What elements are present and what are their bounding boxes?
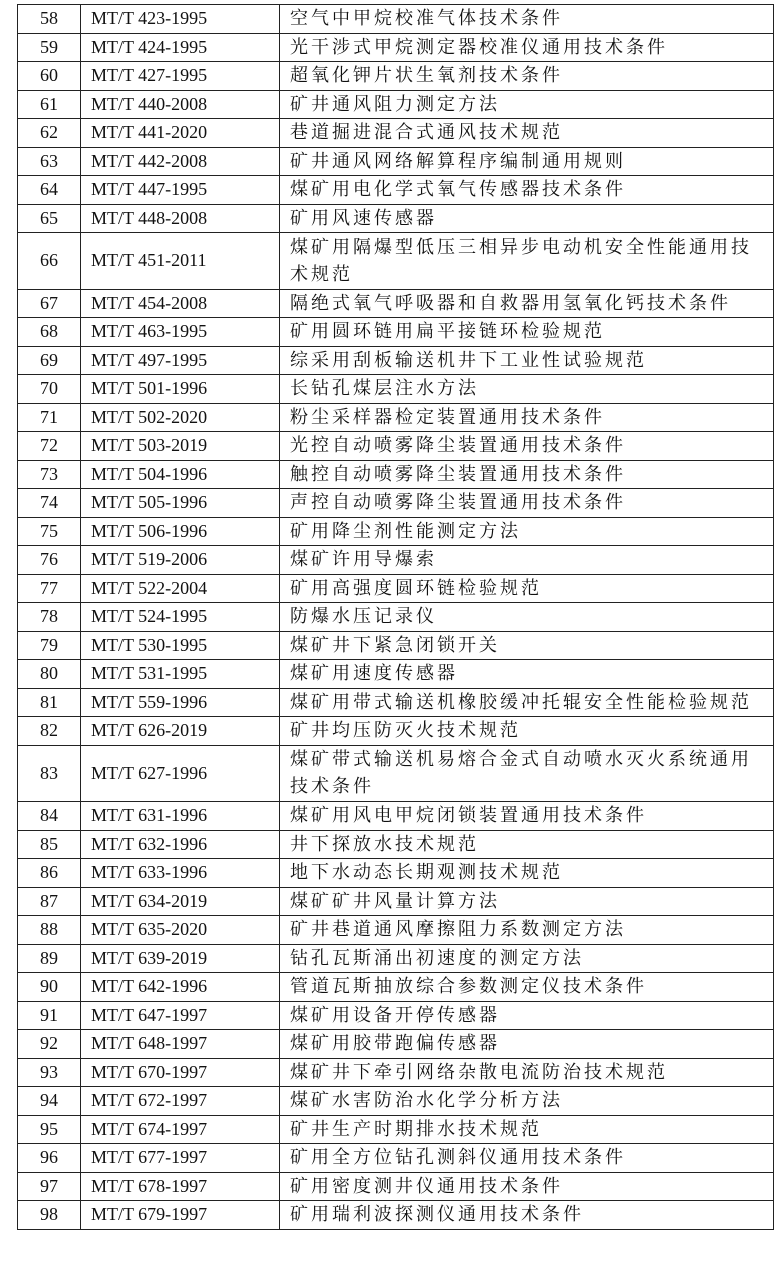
standard-code: MT/T 531-1995: [81, 660, 280, 689]
standard-code: MT/T 454-2008: [81, 289, 280, 318]
standard-name: 矿用圆环链用扁平接链环检验规范: [280, 318, 774, 347]
table-row: [18, 233, 774, 290]
table-row: [18, 90, 774, 119]
row-number: 87: [18, 887, 81, 916]
row-number: 66: [18, 233, 81, 290]
standard-name: 综采用刮板输送机井下工业性试验规范: [280, 346, 774, 375]
row-number: 97: [18, 1172, 81, 1201]
standard-name: 矿井生产时期排水技术规范: [280, 1115, 774, 1144]
row-number: 69: [18, 346, 81, 375]
row-number: 81: [18, 688, 81, 717]
row-number: 67: [18, 289, 81, 318]
standard-name: 煤矿矿井风量计算方法: [280, 887, 774, 916]
standard-code: MT/T 506-1996: [81, 517, 280, 546]
table-row: [18, 5, 774, 34]
standard-name: 煤矿水害防治水化学分析方法: [280, 1087, 774, 1116]
standard-name: 煤矿用设备开停传感器: [280, 1001, 774, 1030]
table-row: [18, 346, 774, 375]
row-number: 78: [18, 603, 81, 632]
standard-code: MT/T 497-1995: [81, 346, 280, 375]
table-row: [18, 489, 774, 518]
standard-code: MT/T 440-2008: [81, 90, 280, 119]
standard-code: MT/T 678-1997: [81, 1172, 280, 1201]
row-number: 70: [18, 375, 81, 404]
row-number: 92: [18, 1030, 81, 1059]
table-row: [18, 1172, 774, 1201]
standard-code: MT/T 451-2011: [81, 233, 280, 290]
table-row: [18, 830, 774, 859]
row-number: 75: [18, 517, 81, 546]
row-number: 94: [18, 1087, 81, 1116]
standard-code: MT/T 631-1996: [81, 802, 280, 831]
standard-name: 防爆水压记录仪: [280, 603, 774, 632]
table-row: [18, 62, 774, 91]
standard-code: MT/T 635-2020: [81, 916, 280, 945]
table-row: [18, 660, 774, 689]
row-number: 82: [18, 717, 81, 746]
standard-name: 煤矿带式输送机易熔合金式自动喷水灭火系统通用技术条件: [280, 745, 774, 802]
standard-name: 煤矿用胶带跑偏传感器: [280, 1030, 774, 1059]
table-row: [18, 688, 774, 717]
standard-name: 矿用全方位钻孔测斜仪通用技术条件: [280, 1144, 774, 1173]
table-row: [18, 460, 774, 489]
standard-code: MT/T 503-2019: [81, 432, 280, 461]
standard-name: 粉尘采样器检定装置通用技术条件: [280, 403, 774, 432]
standard-name: 井下探放水技术规范: [280, 830, 774, 859]
standard-code: MT/T 519-2006: [81, 546, 280, 575]
table-row: [18, 1144, 774, 1173]
standard-code: MT/T 559-1996: [81, 688, 280, 717]
row-number: 62: [18, 119, 81, 148]
standard-name: 触控自动喷雾降尘装置通用技术条件: [280, 460, 774, 489]
standard-code: MT/T 502-2020: [81, 403, 280, 432]
table-row: [18, 1058, 774, 1087]
table-row: [18, 631, 774, 660]
table-row: [18, 33, 774, 62]
standard-name: 煤矿井下紧急闭锁开关: [280, 631, 774, 660]
row-number: 83: [18, 745, 81, 802]
table-row: [18, 375, 774, 404]
row-number: 64: [18, 176, 81, 205]
standard-code: MT/T 672-1997: [81, 1087, 280, 1116]
standard-name: 管道瓦斯抽放综合参数测定仪技术条件: [280, 973, 774, 1002]
table-row: [18, 176, 774, 205]
table-row: [18, 887, 774, 916]
row-number: 65: [18, 204, 81, 233]
table-row: [18, 802, 774, 831]
standard-code: MT/T 423-1995: [81, 5, 280, 34]
standard-code: MT/T 530-1995: [81, 631, 280, 660]
row-number: 63: [18, 147, 81, 176]
table-row: [18, 973, 774, 1002]
standard-name: 矿用风速传感器: [280, 204, 774, 233]
row-number: 89: [18, 944, 81, 973]
standard-code: MT/T 670-1997: [81, 1058, 280, 1087]
standard-name: 矿用降尘剂性能测定方法: [280, 517, 774, 546]
row-number: 72: [18, 432, 81, 461]
row-number: 79: [18, 631, 81, 660]
table-row: [18, 574, 774, 603]
standard-code: MT/T 677-1997: [81, 1144, 280, 1173]
standard-name: 矿井通风阻力测定方法: [280, 90, 774, 119]
standards-table-body: [18, 5, 774, 1230]
standard-code: MT/T 642-1996: [81, 973, 280, 1002]
standard-name: 超氧化钾片状生氧剂技术条件: [280, 62, 774, 91]
table-row: [18, 204, 774, 233]
standard-code: MT/T 627-1996: [81, 745, 280, 802]
standard-code: MT/T 448-2008: [81, 204, 280, 233]
standard-name: 钻孔瓦斯涌出初速度的测定方法: [280, 944, 774, 973]
standard-code: MT/T 633-1996: [81, 859, 280, 888]
standard-code: MT/T 648-1997: [81, 1030, 280, 1059]
standard-code: MT/T 674-1997: [81, 1115, 280, 1144]
row-number: 74: [18, 489, 81, 518]
standard-name: 煤矿用带式输送机橡胶缓冲托辊安全性能检验规范: [280, 688, 774, 717]
row-number: 93: [18, 1058, 81, 1087]
standard-name: 矿井均压防灭火技术规范: [280, 717, 774, 746]
table-row: [18, 1087, 774, 1116]
standard-code: MT/T 442-2008: [81, 147, 280, 176]
standard-code: MT/T 424-1995: [81, 33, 280, 62]
table-row: [18, 546, 774, 575]
table-row: [18, 289, 774, 318]
row-number: 58: [18, 5, 81, 34]
standard-name: 煤矿用速度传感器: [280, 660, 774, 689]
standard-code: MT/T 441-2020: [81, 119, 280, 148]
standard-name: 煤矿用电化学式氧气传感器技术条件: [280, 176, 774, 205]
row-number: 90: [18, 973, 81, 1002]
standard-code: MT/T 634-2019: [81, 887, 280, 916]
standard-name: 矿用高强度圆环链检验规范: [280, 574, 774, 603]
row-number: 71: [18, 403, 81, 432]
row-number: 98: [18, 1201, 81, 1230]
table-row: [18, 859, 774, 888]
table-row: [18, 944, 774, 973]
standard-name: 巷道掘进混合式通风技术规范: [280, 119, 774, 148]
row-number: 91: [18, 1001, 81, 1030]
standard-name: 矿井巷道通风摩擦阻力系数测定方法: [280, 916, 774, 945]
row-number: 73: [18, 460, 81, 489]
standard-name: 矿用瑞利波探测仪通用技术条件: [280, 1201, 774, 1230]
standard-code: MT/T 504-1996: [81, 460, 280, 489]
standard-code: MT/T 632-1996: [81, 830, 280, 859]
standard-code: MT/T 427-1995: [81, 62, 280, 91]
row-number: 77: [18, 574, 81, 603]
row-number: 59: [18, 33, 81, 62]
table-row: [18, 147, 774, 176]
table-row: [18, 318, 774, 347]
standard-name: 煤矿许用导爆索: [280, 546, 774, 575]
table-row: [18, 119, 774, 148]
standard-code: MT/T 647-1997: [81, 1001, 280, 1030]
standard-name: 矿井通风网络解算程序编制通用规则: [280, 147, 774, 176]
standard-name: 煤矿用隔爆型低压三相异步电动机安全性能通用技术规范: [280, 233, 774, 290]
standard-name: 光控自动喷雾降尘装置通用技术条件: [280, 432, 774, 461]
table-row: [18, 717, 774, 746]
row-number: 88: [18, 916, 81, 945]
standard-code: MT/T 639-2019: [81, 944, 280, 973]
standard-code: MT/T 522-2004: [81, 574, 280, 603]
standard-name: 隔绝式氧气呼吸器和自救器用氢氧化钙技术条件: [280, 289, 774, 318]
standard-name: 煤矿井下牵引网络杂散电流防治技术规范: [280, 1058, 774, 1087]
row-number: 80: [18, 660, 81, 689]
table-row: [18, 517, 774, 546]
standard-code: MT/T 505-1996: [81, 489, 280, 518]
row-number: 86: [18, 859, 81, 888]
row-number: 96: [18, 1144, 81, 1173]
standard-code: MT/T 679-1997: [81, 1201, 280, 1230]
row-number: 76: [18, 546, 81, 575]
row-number: 85: [18, 830, 81, 859]
table-row: [18, 1001, 774, 1030]
standard-name: 长钻孔煤层注水方法: [280, 375, 774, 404]
table-row: [18, 1115, 774, 1144]
standard-name: 空气中甲烷校准气体技术条件: [280, 5, 774, 34]
standard-name: 声控自动喷雾降尘装置通用技术条件: [280, 489, 774, 518]
table-row: [18, 603, 774, 632]
standard-code: MT/T 501-1996: [81, 375, 280, 404]
standards-table: [17, 4, 774, 1230]
row-number: 68: [18, 318, 81, 347]
table-row: [18, 745, 774, 802]
standard-code: MT/T 626-2019: [81, 717, 280, 746]
standard-name: 煤矿用风电甲烷闭锁装置通用技术条件: [280, 802, 774, 831]
table-row: [18, 1030, 774, 1059]
standard-name: 光干涉式甲烷测定器校准仪通用技术条件: [280, 33, 774, 62]
table-row: [18, 916, 774, 945]
table-row: [18, 432, 774, 461]
row-number: 60: [18, 62, 81, 91]
row-number: 84: [18, 802, 81, 831]
table-row: [18, 1201, 774, 1230]
row-number: 95: [18, 1115, 81, 1144]
standard-code: MT/T 463-1995: [81, 318, 280, 347]
table-row: [18, 403, 774, 432]
standard-name: 矿用密度测井仪通用技术条件: [280, 1172, 774, 1201]
standard-name: 地下水动态长期观测技术规范: [280, 859, 774, 888]
row-number: 61: [18, 90, 81, 119]
standard-code: MT/T 524-1995: [81, 603, 280, 632]
standard-code: MT/T 447-1995: [81, 176, 280, 205]
